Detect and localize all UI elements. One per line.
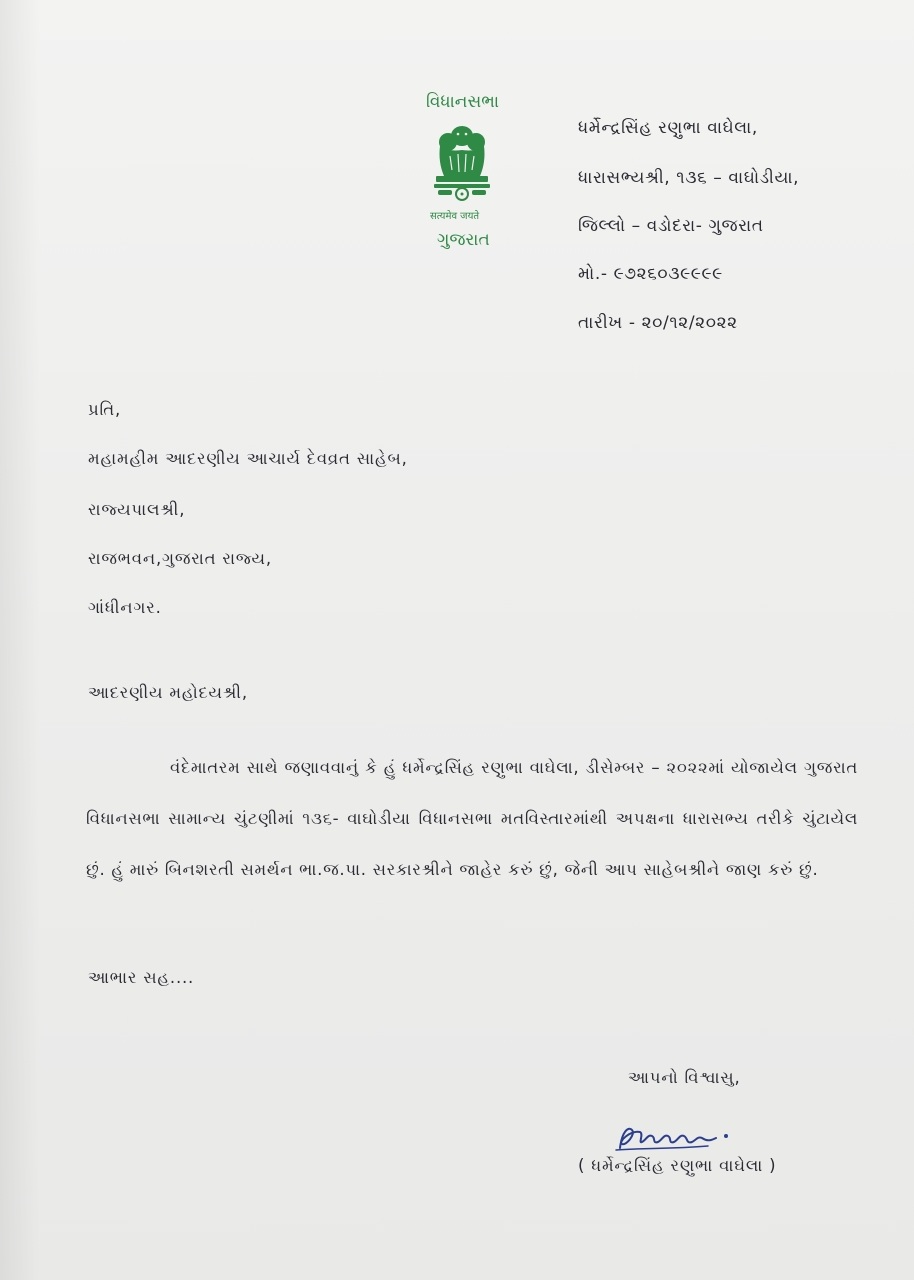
- sender-mobile: મો.- ૯૭૨૬૦૩૯૯૯૯: [578, 264, 723, 284]
- national-emblem-icon: [428, 122, 496, 204]
- sender-designation: ધારાસભ્યશ્રી, ૧૩૬ – વાઘોડીયા,: [578, 168, 800, 188]
- recipient-name: મહામહીમ આદરણીય આચાર્ય દેવવ્રત સાહેબ,: [88, 449, 408, 468]
- letterhead-state: ગુજરાત: [437, 230, 490, 250]
- recipient-city: ગાંધીનગર.: [88, 598, 162, 617]
- letter-body-text: વંદેમાતરમ સાથે જણાવવાનું કે હું ધર્મેન્દ્રસિંહ રણુભા વાઘેલા, ડીસેમ્બર – ૨૦૨૨માં યોજાયેલ ગુજરાત વિધાનસભા સામાન્ય ચુંટણીમાં ૧૩૬- વાઘોડીયા વિધાનસભા મતવિસ્તારમાંથી અપક્ષના ધારાસભ્ય તરીકે ચુંટાયેલ છું. હું મારું બિનશરતી સમર્થન ભા.જ.પા. સરકારશ્રીને જાહેર કરું છું, જેની આપ સાહેબશ્રીને જાણ કરું છું.: [86, 758, 858, 879]
- letterhead-motto: सत्यमेव जयते: [430, 211, 480, 222]
- signoff-yours: આપનો વિશ્વાસુ,: [628, 1068, 741, 1087]
- recipient-to: પ્રતિ,: [88, 400, 122, 419]
- page-shadow: [0, 0, 40, 1280]
- letterhead-department: વિધાનસભા: [426, 92, 499, 112]
- recipient-office: રાજભવન,ગુજરાત રાજ્ય,: [88, 549, 272, 568]
- recipient-title: રાજ્યપાલશ્રી,: [88, 500, 186, 519]
- sender-name: ધર્મેન્દ્રસિંહ રણુભા વાઘેલા,: [578, 118, 758, 138]
- letter-date: તારીખ - ૨૦/૧૨/૨૦૨૨: [578, 313, 738, 333]
- signoff-name: ( ધર્મેન્દ્રસિંહ રણુભા વાઘેલા ): [578, 1156, 777, 1175]
- closing: આભાર સહ....: [88, 968, 195, 987]
- letter-body: [86, 742, 858, 895]
- sender-district: જિલ્લો – વડોદરા- ગુજરાત: [578, 216, 764, 236]
- salutation: આદરણીય મહોદયશ્રી,: [88, 683, 248, 702]
- signature-icon: [612, 1118, 742, 1158]
